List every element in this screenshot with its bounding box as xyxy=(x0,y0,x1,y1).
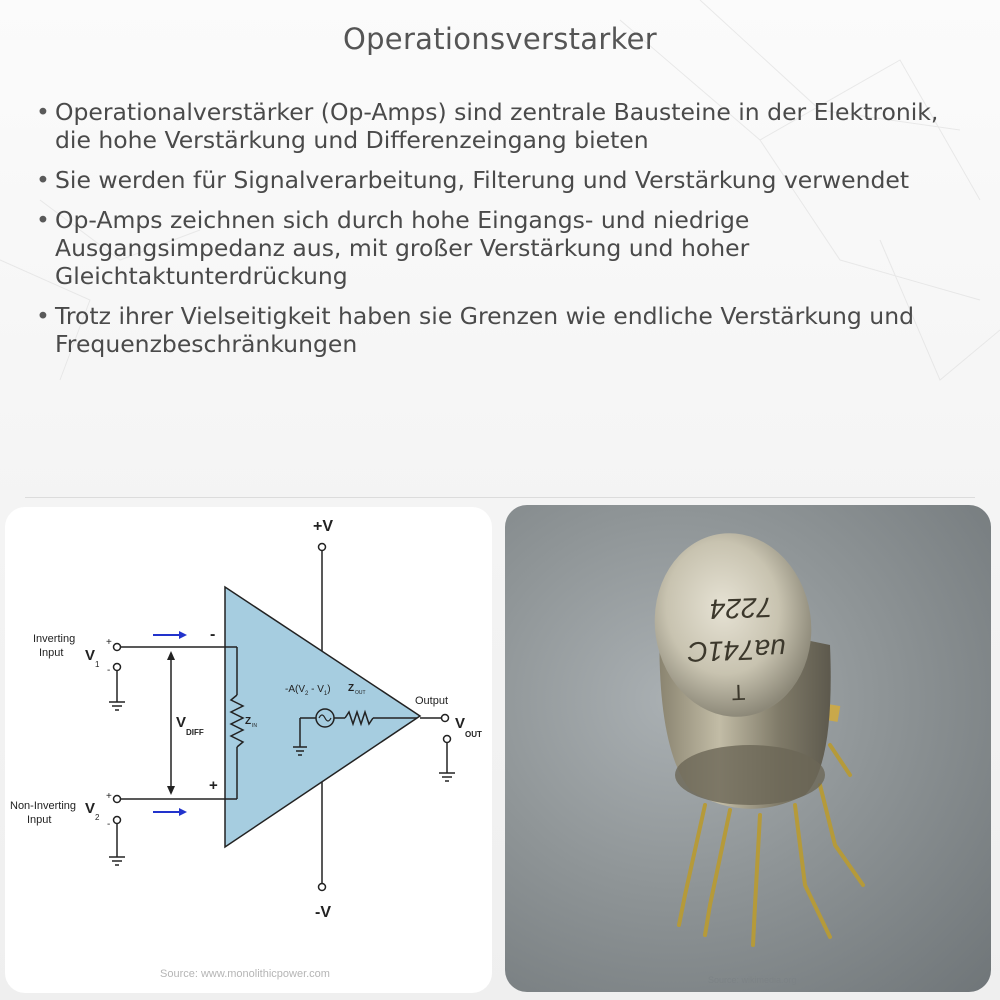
bullet-item xyxy=(36,302,966,358)
vout-label: V xyxy=(455,715,466,732)
zout-sub: OUT xyxy=(355,690,366,696)
bullet-text: Trotz ihrer Vielseitigkeit haben sie Grenzen wie endliche Verstärkung und Frequenzbeschränkungen xyxy=(55,302,915,358)
vdiff-sub: DIFF xyxy=(186,728,204,737)
bullet-text: Operationalverstärker (Op-Amps) sind zentrale Bausteine in der Elektronik, die hohe Verstärkung und Differenzeingang bieten xyxy=(55,98,939,154)
opamp-photo-panel xyxy=(505,505,991,992)
zout-label: Z xyxy=(348,683,355,694)
output-terminal xyxy=(442,715,449,722)
minus-v-label: -V xyxy=(315,904,331,921)
minus-v-terminal xyxy=(319,884,326,891)
bullet-text: Op-Amps zeichnen sich durch hohe Eingangs- und niedrige Ausgangsimpedanz aus, mit großer Verstärkung und hoher Gleichtaktunterdrückung xyxy=(55,206,750,290)
vdiff-label: V xyxy=(176,714,187,731)
bullet-item xyxy=(36,166,966,194)
chip-marking-1: T xyxy=(731,679,746,706)
v1-sub: 1 xyxy=(95,660,100,669)
v1-plus: + xyxy=(106,637,112,648)
bullet-dot: • xyxy=(36,166,50,194)
bullet-text: Sie werden für Signalverarbeitung, Filterung und Verstärkung verwendet xyxy=(55,166,910,194)
v1-label: V xyxy=(85,647,96,664)
opamp-diagram-panel xyxy=(5,507,492,993)
non-inverting-label-1: Non-Inverting xyxy=(10,800,77,812)
v1-minus: - xyxy=(107,665,111,676)
chip-marking-3: 7224 xyxy=(709,591,773,625)
section-divider xyxy=(25,497,975,498)
v2-minus: - xyxy=(107,819,111,830)
v2-plus: + xyxy=(106,791,112,802)
inverting-label-1: Inverting xyxy=(33,633,76,645)
zin-label: Z xyxy=(245,716,252,727)
bullet-list xyxy=(36,98,966,370)
plus-v-label: +V xyxy=(313,518,334,535)
bullet-dot: • xyxy=(36,302,50,330)
zin-sub: IN xyxy=(252,723,257,729)
inverting-label-2: Input xyxy=(39,647,64,659)
bullet-item xyxy=(36,98,966,154)
vout-sub: OUT xyxy=(465,730,482,739)
v2-sub: 2 xyxy=(95,813,100,822)
page-title: Operationsverstarker xyxy=(342,22,658,56)
gain-expression: $-A(V_2 - V_1)$ xyxy=(285,684,331,697)
non-inverting-label-2: Input xyxy=(27,814,52,826)
opamp-chip-photo xyxy=(505,505,991,992)
v2-label: V xyxy=(85,800,96,817)
diagram-source: Source: www.monolithicpower.com xyxy=(160,968,330,980)
photo-source: Source: wikimedia.org xyxy=(708,975,797,985)
bullet-dot: • xyxy=(36,206,50,234)
output-label: Output xyxy=(415,695,449,707)
inverting-sign: - xyxy=(210,626,216,643)
bullet-item xyxy=(36,206,966,290)
bullet-dot: • xyxy=(36,98,50,126)
plus-v-terminal xyxy=(319,544,326,551)
opamp-diagram xyxy=(5,507,492,993)
non-inverting-sign: + xyxy=(209,777,218,794)
chip-marking-2: ua741C xyxy=(687,633,787,668)
